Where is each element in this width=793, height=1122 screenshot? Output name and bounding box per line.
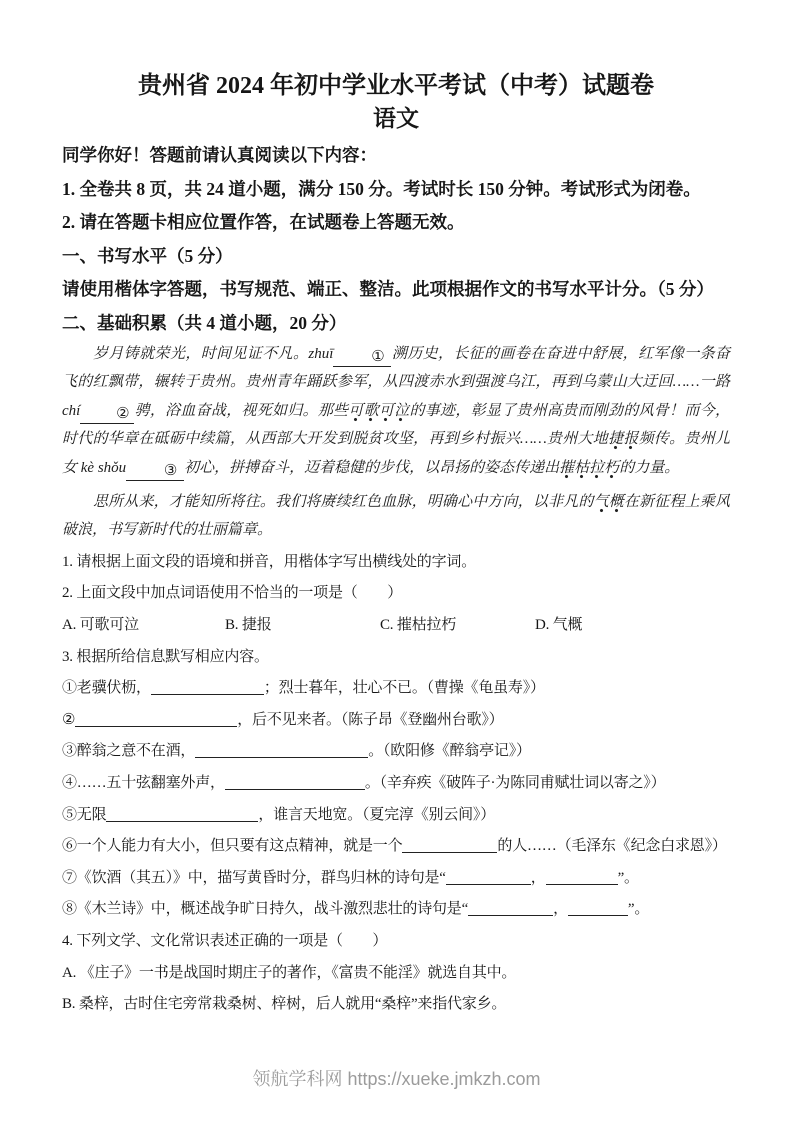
question-line [62, 894, 730, 926]
text-run: 3. 根据所给信息默写相应内容。 [62, 648, 269, 665]
answer-blank [446, 866, 531, 885]
answer-blank: ② [80, 405, 134, 424]
text-run: ⑧《木兰诗》中，概述战争旷日持久，战斗激烈悲壮的诗句是“ [62, 901, 469, 918]
text-run: ④……五十弦翻塞外声， [62, 775, 225, 791]
question-line [62, 705, 730, 737]
answer-blank [195, 739, 368, 758]
text-run: ，后不见来者。（陈子昂《登幽州台歌》） [237, 711, 504, 728]
text-run: 。（辛弃疾《破阵子·为陈同甫赋壮词以寄之》） [364, 775, 666, 791]
text-run: ”。 [617, 869, 639, 886]
answer-blank [568, 897, 628, 916]
section-2-heading: 二、基础积累（共 4 道小题，20 分） [62, 312, 347, 333]
text-run: 的事迹，彰显了贵州高贵而刚劲的风骨！而今，时代的华章在砥砺中续篇，从西部大开发到脱贫攻坚，再到乡村振兴……贵州大地 [62, 402, 730, 448]
answer-blank [225, 771, 365, 790]
text-run: ，谁言天地宽。（夏完淳《别云间》） [258, 806, 496, 823]
text-run: 骋，浴血奋战，视死如归。那些 [134, 402, 349, 419]
text-run: 2. 上面文段中加点词语使用不恰当的一项是（ ） [62, 585, 403, 602]
page-content [62, 0, 730, 1021]
question-line [62, 547, 730, 579]
answer-blank [468, 897, 553, 916]
text-run: ；烈士暮年，壮心不已。（曹操《龟虽寿》） [263, 680, 545, 697]
text-run: A. 《庄子》一书是战国时期庄子的著作，《富贵不能淫》就选自其中。 [62, 964, 517, 981]
question-line [62, 673, 730, 705]
text-run: 频传。贵州儿女 kè shǒu [62, 431, 730, 476]
answer-blank [151, 676, 264, 695]
question-line [62, 768, 730, 800]
question-line [62, 958, 730, 990]
option-d: D. 气概 [535, 617, 583, 634]
text-run: B. 桑梓，古时住宅旁常栽桑树、梓树，后人就用“桑梓”来指代家乡。 [62, 996, 507, 1013]
question-line [62, 831, 730, 863]
text-run: 思所从来，才能知所将往。我们将赓续红色血脉，明确心中方向，以非凡的 [93, 494, 594, 511]
option-c: C. 摧枯拉朽 [380, 617, 457, 634]
question-line [62, 863, 730, 895]
notice-line: 同学你好！答题前请认真阅读以下内容： [62, 145, 377, 165]
text-run: ”。 [627, 901, 650, 918]
emphasized-word: 可歌可泣 [348, 403, 409, 422]
watermark-link[interactable]: 领航学科网 https://xueke.jmkzh.com [252, 1069, 541, 1089]
answer-blank [402, 834, 497, 853]
text-run: 溯历史，长征的画卷在奋进中舒展，红军像一条奋飞的红飘带，辗转于贵州。贵州青年踊跃参军，从四渡赤水到强渡乌江，再到乌蒙山大迂回……一路 chí [62, 346, 730, 419]
text-run: ② [62, 711, 76, 728]
answer-blank [106, 803, 258, 822]
section-1-desc: 请使用楷体字答题，书写规范、端正、整洁。此项根据作文的书写水平计分。（5 分） [62, 279, 714, 299]
option-a: A. 可歌可泣 [62, 617, 139, 634]
emphasized-word: 气概 [594, 494, 624, 513]
question-line [62, 578, 730, 610]
question-line [62, 926, 730, 958]
question-line [62, 989, 730, 1021]
option-b: B. 捷报 [225, 617, 272, 634]
text-run: 岁月铸就荣光，时间见证不凡。zhuī [93, 346, 334, 362]
text-run: 。（欧阳修《醉翁亭记》） [368, 743, 531, 760]
exam-subject: 语文 [373, 106, 419, 131]
text-run: ⑥一个人能力有大小，但只要有这点精神，就是一个 [62, 838, 403, 855]
question-line [62, 642, 730, 674]
passage-paragraph [62, 340, 730, 482]
text-run: 的力量。 [619, 459, 680, 476]
text-run: 1. 请根据上面文段的语境和拼音，用楷体字写出横线处的字词。 [62, 553, 477, 570]
reading-passage [62, 340, 730, 545]
options-row [62, 610, 730, 642]
emphasized-word: 摧枯拉朽 [559, 460, 619, 479]
notice-line: 2. 请在答题卡相应位置作答，在试题卷上答题无效。 [62, 212, 465, 232]
text-run: 4. 下列文学、文化常识表述正确的一项是（ ） [62, 932, 388, 949]
text-run: ⑤无限 [62, 806, 107, 823]
passage-paragraph [62, 488, 730, 545]
answer-blank [75, 708, 237, 727]
answer-blank: ③ [126, 462, 184, 481]
exam-instructions [62, 139, 730, 240]
text-run: ， [553, 901, 568, 918]
text-run: 在新征程上乘风破浪，书写新时代的壮丽篇章。 [62, 494, 730, 539]
section-1-heading: 一、书写水平（5 分） [62, 245, 233, 266]
answer-blank [546, 866, 618, 885]
text-run: 初心，拼搏奋斗，迈着稳健的步伐，以昂扬的姿态传递出 [184, 459, 560, 476]
text-run: ， [530, 869, 546, 886]
exam-title: 贵州省 2024 年初中学业水平考试（中考）试题卷 [138, 73, 654, 99]
text-run: ①老骥伏枥， [62, 680, 151, 697]
text-run: 的人……（毛泽东《纪念白求恩》） [497, 838, 727, 855]
question-line [62, 800, 730, 832]
emphasized-word: 捷报 [608, 431, 639, 450]
questions-list [62, 547, 730, 1021]
question-line [62, 736, 730, 768]
text-run: ⑦《饮酒（其五）》中，描写黄昏时分，群鸟归林的诗句是“ [62, 869, 446, 886]
notice-line: 1. 全卷共 8 页，共 24 道小题，满分 150 分。考试时长 150 分钟。考试形式为闭卷。 [62, 178, 701, 199]
answer-blank: ① [333, 348, 391, 367]
text-run: ③醉翁之意不在酒， [62, 743, 196, 760]
